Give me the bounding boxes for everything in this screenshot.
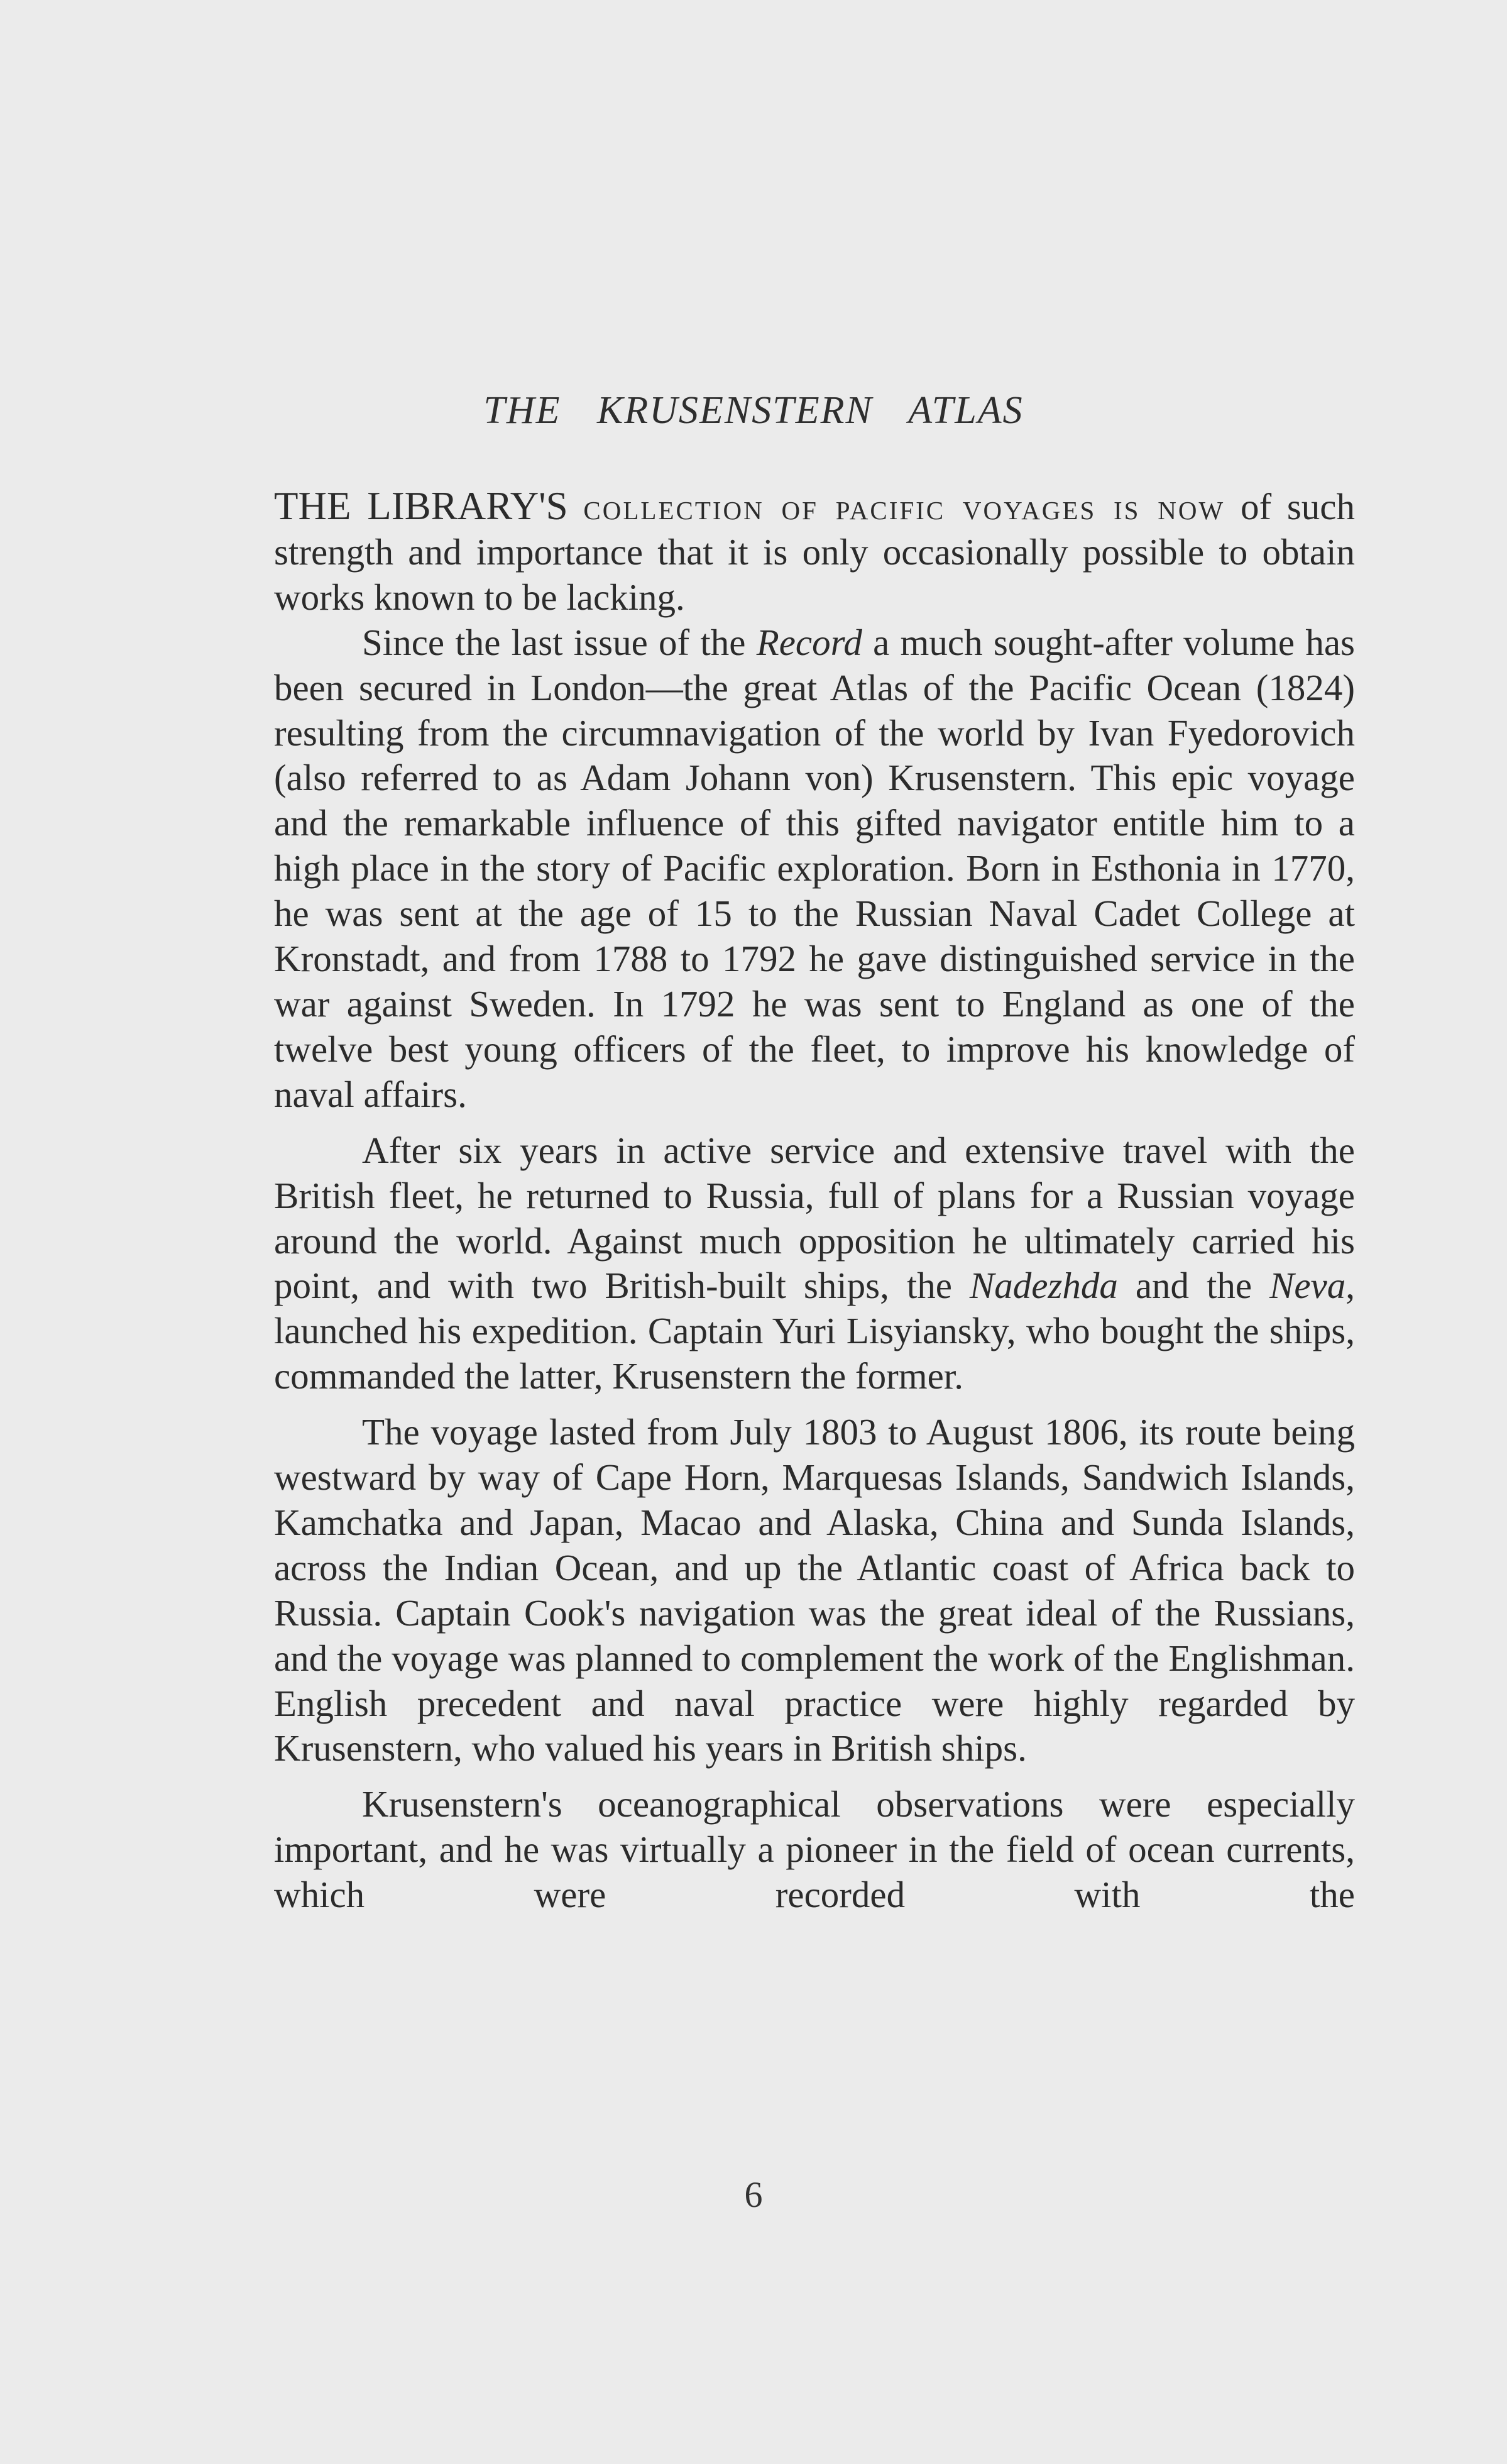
lead-small-caps: collection of pacific voyages is now: [583, 486, 1225, 527]
paragraph-oceanography: Krusenstern's oceanographical observations were especially important, and he was virtually a pioneer in the field of ocean currents, which were recorded with the: [274, 1783, 1355, 1916]
lead-capitals: THE LIBRARY'S: [274, 484, 568, 528]
paragraph-expedition: After six years in active service and extensive travel with the British fleet, he returned to Russia, full of plans for a Russian voyage around the world. Against much opposition he ultimately carried his point, and with two British-built ships, the Nadezhda and the Neva, launched his expedition. Captain Yuri Lisyiansky, who bought the ships, commanded the latter, Krusenstern the former.: [274, 1129, 1355, 1397]
paragraph-voyage: The voyage lasted from July 1803 to August 1806, its route being westward by way of Cape Horn, Marquesas Islands, Sandwich Islands, Kamchatka and Japan, Macao and Alaska, China and Sunda Islands, across the Indian Ocean, and up the Atlantic coast of Africa back to Russia. Captain Cook's navigation was the great ideal of the Russians, and the voyage was planned to complement the work of the Englishman. English precedent and naval practice were highly regarded by Krusenstern, who valued his years in British ships.: [274, 1411, 1355, 1769]
ship-name-nadezhda: Nadezhda: [969, 1265, 1118, 1307]
intro-text: of such strength and importance that it is only occasionally possible to obtain works known to be lacking.: [274, 486, 1355, 618]
article-body: [274, 484, 1355, 1918]
ship-name-neva: Neva: [1269, 1265, 1346, 1307]
page-number: 6: [744, 2174, 763, 2215]
record-title: Record: [756, 621, 862, 663]
paragraph-atlas: Since the last issue of the Record a much sought-after volume has been secured in London—the great Atlas of the Pacific Ocean (1824) resulting from the circumnavigation of the world by Ivan Fyedorovich (also referred to as Adam Johann von) Krusenstern. This epic voyage and the remarkable influence of this gifted navigator entitle him to a high place in the story of Pacific exploration. Born in Esthonia in 1770, he was sent at the age of 15 to the Russian Naval Cadet College at Kronstadt, and from 1788 to 1792 he gave distinguished service in the war against Sweden. In 1792 he was sent to England as one of the twelve best young officers of the fleet, to improve his knowledge of naval affairs.: [274, 621, 1355, 1115]
paragraph-intro: [274, 484, 1355, 620]
page-title: THE KRUSENSTERN ATLAS: [483, 389, 1024, 432]
